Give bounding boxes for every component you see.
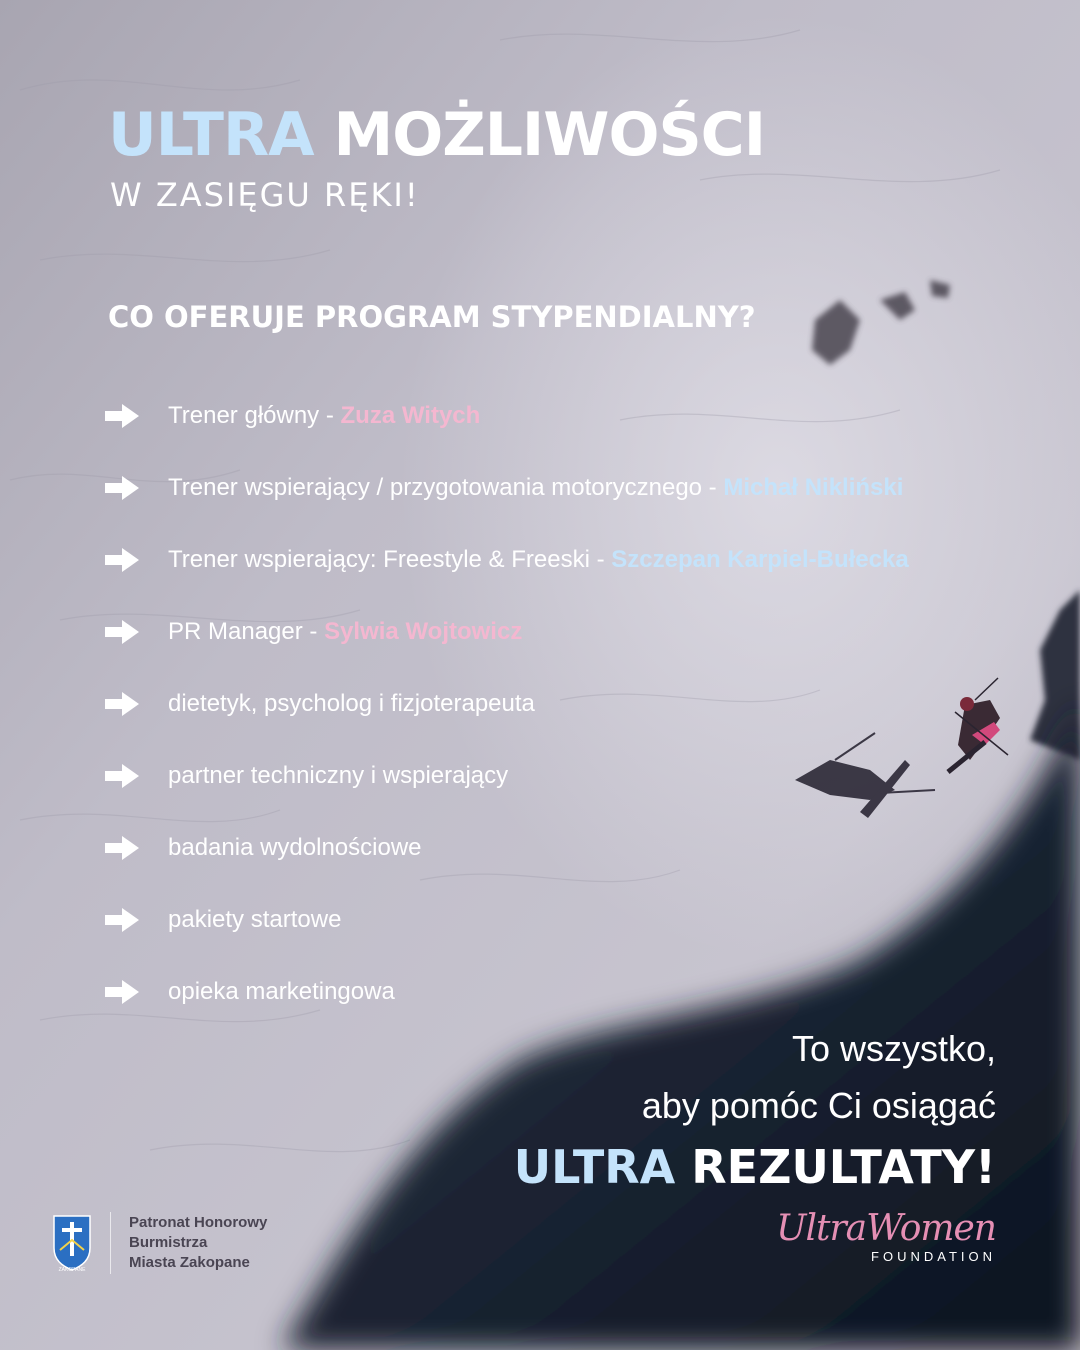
patron-line-2: Burmistrza <box>129 1234 208 1251</box>
arrow-right-icon <box>104 619 140 645</box>
list-item-text <box>168 978 395 1006</box>
list-item <box>104 956 909 1028</box>
list-item-label: badania wydolnościowe <box>168 834 422 861</box>
headline-subtitle: W ZASIĘGU RĘKI! <box>110 176 420 214</box>
arrow-right-icon <box>104 403 140 429</box>
patron-line-1: Patronat Honorowy <box>129 1214 268 1231</box>
list-item-text <box>168 402 480 430</box>
crest-label: ZAKOPANE <box>58 1267 86 1272</box>
list-item-label: opieka marketingowa <box>168 978 395 1005</box>
list-item-label: Trener główny - <box>168 402 341 429</box>
headline-accent: ULTRA <box>108 100 314 170</box>
list-item-label: Trener wspierający: Freestyle & Freeski - <box>168 546 612 573</box>
arrow-right-icon <box>104 979 140 1005</box>
patron-line-3: Miasta Zakopane <box>129 1254 250 1271</box>
list-item-label: PR Manager - <box>168 618 325 645</box>
section-title: CO OFERUJE PROGRAM STYPENDIALNY? <box>108 300 756 334</box>
list-item-text <box>168 474 903 502</box>
list-item <box>104 740 909 812</box>
arrow-right-icon <box>104 547 140 573</box>
patron-text <box>129 1213 267 1273</box>
ultrawomen-logo <box>776 1208 996 1264</box>
headline <box>108 100 765 170</box>
list-item <box>104 668 909 740</box>
closing-headline <box>514 1140 996 1194</box>
list-item-text <box>168 690 535 718</box>
arrow-right-icon <box>104 475 140 501</box>
list-item-text <box>168 906 341 934</box>
arrow-right-icon <box>104 763 140 789</box>
list-item-label: partner techniczny i wspierający <box>168 762 509 789</box>
list-item-person: Michał Nikliński <box>723 474 904 501</box>
closing-accent: ULTRA <box>513 1140 676 1194</box>
patronage-block <box>52 1212 267 1274</box>
list-item <box>104 380 909 452</box>
patron-divider <box>110 1212 111 1274</box>
closing-rest: REZULTATY! <box>691 1140 996 1194</box>
list-item <box>104 524 909 596</box>
list-item-text <box>168 762 508 790</box>
list-item <box>104 812 909 884</box>
benefits-list <box>104 380 909 1028</box>
list-item <box>104 452 909 524</box>
closing-line-2: aby pomóc Ci osiągać <box>641 1085 996 1126</box>
list-item-person: Szczepan Karpiel-Bułecka <box>611 546 909 573</box>
zakopane-crest-icon <box>52 1214 92 1272</box>
closing-line-1: To wszystko, <box>791 1028 996 1069</box>
arrow-right-icon <box>104 835 140 861</box>
list-item-text <box>168 546 909 574</box>
arrow-right-icon <box>104 907 140 933</box>
list-item-label: Trener wspierający / przygotowania motorycznego - <box>168 474 724 501</box>
list-item-label: pakiety startowe <box>168 906 342 933</box>
headline-rest: MOŻLIWOŚCI <box>333 100 766 170</box>
logo-name: UltraWomen <box>776 1208 996 1249</box>
list-item-person: Sylwia Wojtowicz <box>324 618 523 645</box>
list-item <box>104 596 909 668</box>
list-item <box>104 884 909 956</box>
list-item-text <box>168 834 422 862</box>
list-item-person: Zuza Witych <box>340 402 481 429</box>
list-item-text <box>168 618 522 646</box>
logo-subtitle: FOUNDATION <box>871 1249 996 1264</box>
list-item-label: dietetyk, psycholog i fizjoterapeuta <box>168 690 535 717</box>
arrow-right-icon <box>104 691 140 717</box>
